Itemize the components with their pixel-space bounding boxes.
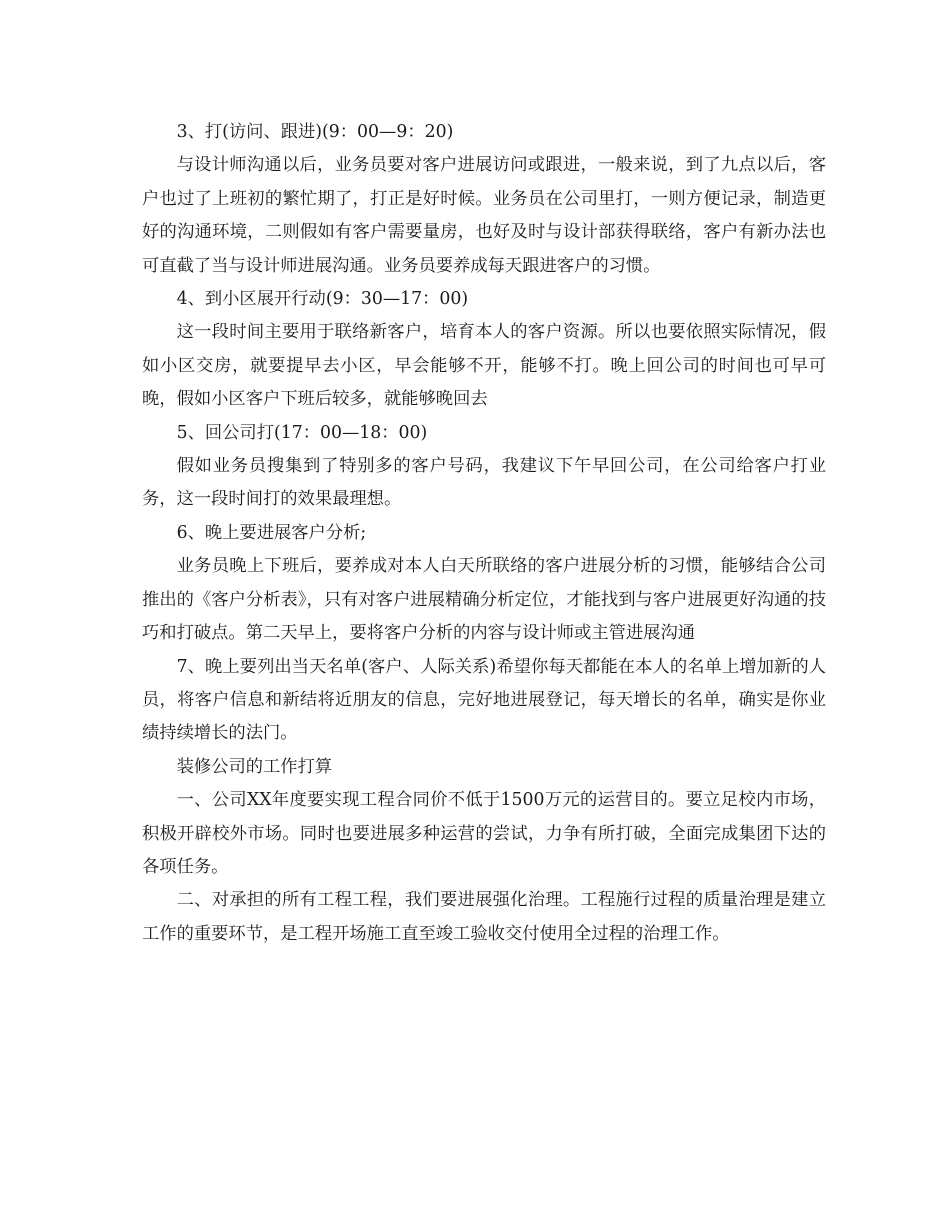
section-title: 装修公司的工作打算 (176, 756, 333, 777)
paragraph-heading-6: 6、晚上要进展客户分析; (176, 522, 367, 543)
paragraph-heading-7: 7、晚上要列出当天名单(客户、人际关系)希望你每天都能在本人的名单上增加新的人员，将客户信息和新结将近朋友的信息，完好地进展登记，每天增长的名单，确实是你业绩持续增长的法门。 (142, 656, 826, 744)
paragraph-body: 假如业务员搜集到了特别多的客户号码，我建议下午早回公司，在公司给客户打业务，这一段时间打的效果最理想。 (142, 456, 826, 510)
document-page (142, 116, 826, 951)
paragraph-body: 一、公司XX年度要实现工程合同价不低于1500万元的运营目的。要立足校内市场，积极开辟校外市场。同时也要进展多种运营的尝试，力争有所打破，全面完成集团下达的各项任务。 (142, 790, 826, 877)
paragraph-body: 这一段时间主要用于联络新客户，培育本人的客户资源。所以也要依照实际情况，假如小区交房，就要提早去小区，早会能够不开，能够不打。晚上回公司的时间也可早可晚，假如小区客户下班后较多，就能够晚回去 (142, 322, 826, 410)
paragraph-heading-5: 5、回公司打(17：00—18：00) (176, 422, 428, 443)
paragraph-body: 与设计师沟通以后，业务员要对客户进展访问或跟进，一般来说，到了九点以后，客户也过了上班初的繁忙期了，打正是好时候。业务员在公司里打，一则方便记录，制造更好的沟通环境，二则假如有客户需要量房，也好及时与设计部获得联络，客户有新办法也可直截了当与设计师进展沟通。业务员要养成每天跟进客户的习惯。 (142, 155, 826, 276)
paragraph-heading-4: 4、到小区展开行动(9：30—17：00) (176, 289, 469, 310)
paragraph-heading-3: 3、打(访问、跟进)(9：00—9：20) (176, 122, 454, 142)
paragraph-body: 业务员晚上下班后，要养成对本人白天所联络的客户进展分析的习惯，能够结合公司推出的《客户分析表》，只有对客户进展精确分析定位，才能找到与客户进展更好沟通的技巧和打破点。第二天早上，要将客户分析的内容与设计师或主管进展沟通 (142, 556, 826, 644)
paragraph-body: 二、对承担的所有工程工程，我们要进展强化治理。工程施行过程的质量治理是建立工作的重要环节，是工程开场施工直至竣工验收交付使用全过程的治理工作。 (142, 890, 826, 944)
